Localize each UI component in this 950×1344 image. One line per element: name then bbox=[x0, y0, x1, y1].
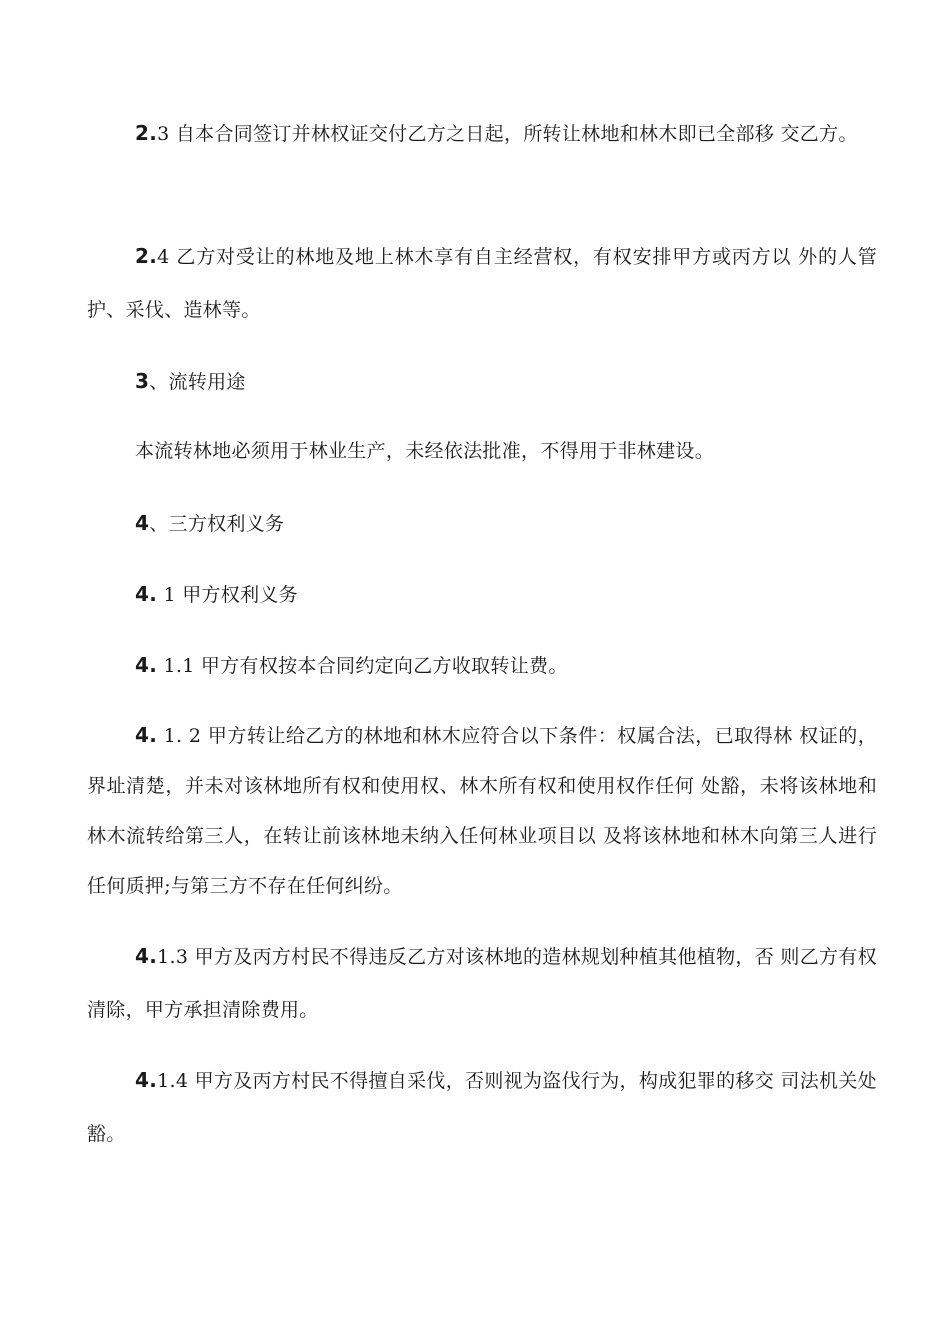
paragraph-text: 、三方权利义务 bbox=[149, 513, 285, 535]
paragraph-text: 1 甲方权利义务 bbox=[157, 584, 298, 606]
heading-4-1 bbox=[87, 568, 877, 622]
paragraph-4-1-2 bbox=[87, 710, 877, 911]
paragraph-number: 4. bbox=[135, 723, 158, 747]
paragraph-4-1-1 bbox=[87, 639, 877, 693]
paragraph-number: 4 bbox=[135, 511, 150, 535]
heading-rights-obligations bbox=[87, 497, 877, 551]
paragraph-text: 1.3 甲方及丙方村民不得违反乙方对该林地的造林规划种植其他植物，否 则乙方有权清除，甲方承担清除费用。 bbox=[87, 946, 877, 1021]
paragraph-number: 3 bbox=[135, 369, 150, 393]
paragraph-4-1-3 bbox=[87, 930, 877, 1037]
paragraph-number: 4. bbox=[135, 653, 158, 677]
paragraph-text: 3 自本合同签订并林权证交付乙方之日起，所转让林地和林木即已全部移 交乙方。 bbox=[157, 123, 858, 145]
paragraph-4-1-4 bbox=[87, 1054, 877, 1161]
paragraph-number: 4. bbox=[135, 944, 158, 968]
paragraph-number: 4. bbox=[135, 582, 158, 606]
heading-transfer-purpose bbox=[87, 355, 877, 409]
paragraph-text: 、流转用途 bbox=[149, 371, 246, 393]
paragraph-text: 4 乙方对受让的林地及地上林木享有自主经营权，有权安排甲方或丙方以 外的人管护、采伐、造林等。 bbox=[87, 246, 877, 321]
paragraph-text: 1.1 甲方有权按本合同约定向乙方收取转让费。 bbox=[157, 655, 568, 677]
paragraph-number: 2. bbox=[135, 121, 158, 145]
paragraph-text: 1. 2 甲方转让给乙方的林地和林木应符合以下条件：权属合法，已取得林 权证的，界址清楚，并未对该林地所有权和使用权、林木所有权和使用权作任何 处豁，未将该林地和林木流转给第三人，在转让前该林地未纳入任何林业项目以 及将该林地和林木向第三人进行任何质押;与第三方不存在任何纠纷。 bbox=[87, 725, 877, 897]
paragraph-2-3 bbox=[87, 107, 877, 161]
paragraph-text: 本流转林地必须用于林业生产，未经依法批准，不得用于非林建设。 bbox=[135, 440, 715, 462]
paragraph-text: 1.4 甲方及丙方村民不得擅自采伐，否则视为盗伐行为，构成犯罪的移交 司法机关处豁。 bbox=[87, 1070, 877, 1145]
paragraph-number: 2. bbox=[135, 244, 158, 268]
paragraph-purpose-body bbox=[87, 424, 877, 478]
paragraph-number: 4. bbox=[135, 1068, 158, 1092]
paragraph-2-4 bbox=[87, 230, 877, 337]
